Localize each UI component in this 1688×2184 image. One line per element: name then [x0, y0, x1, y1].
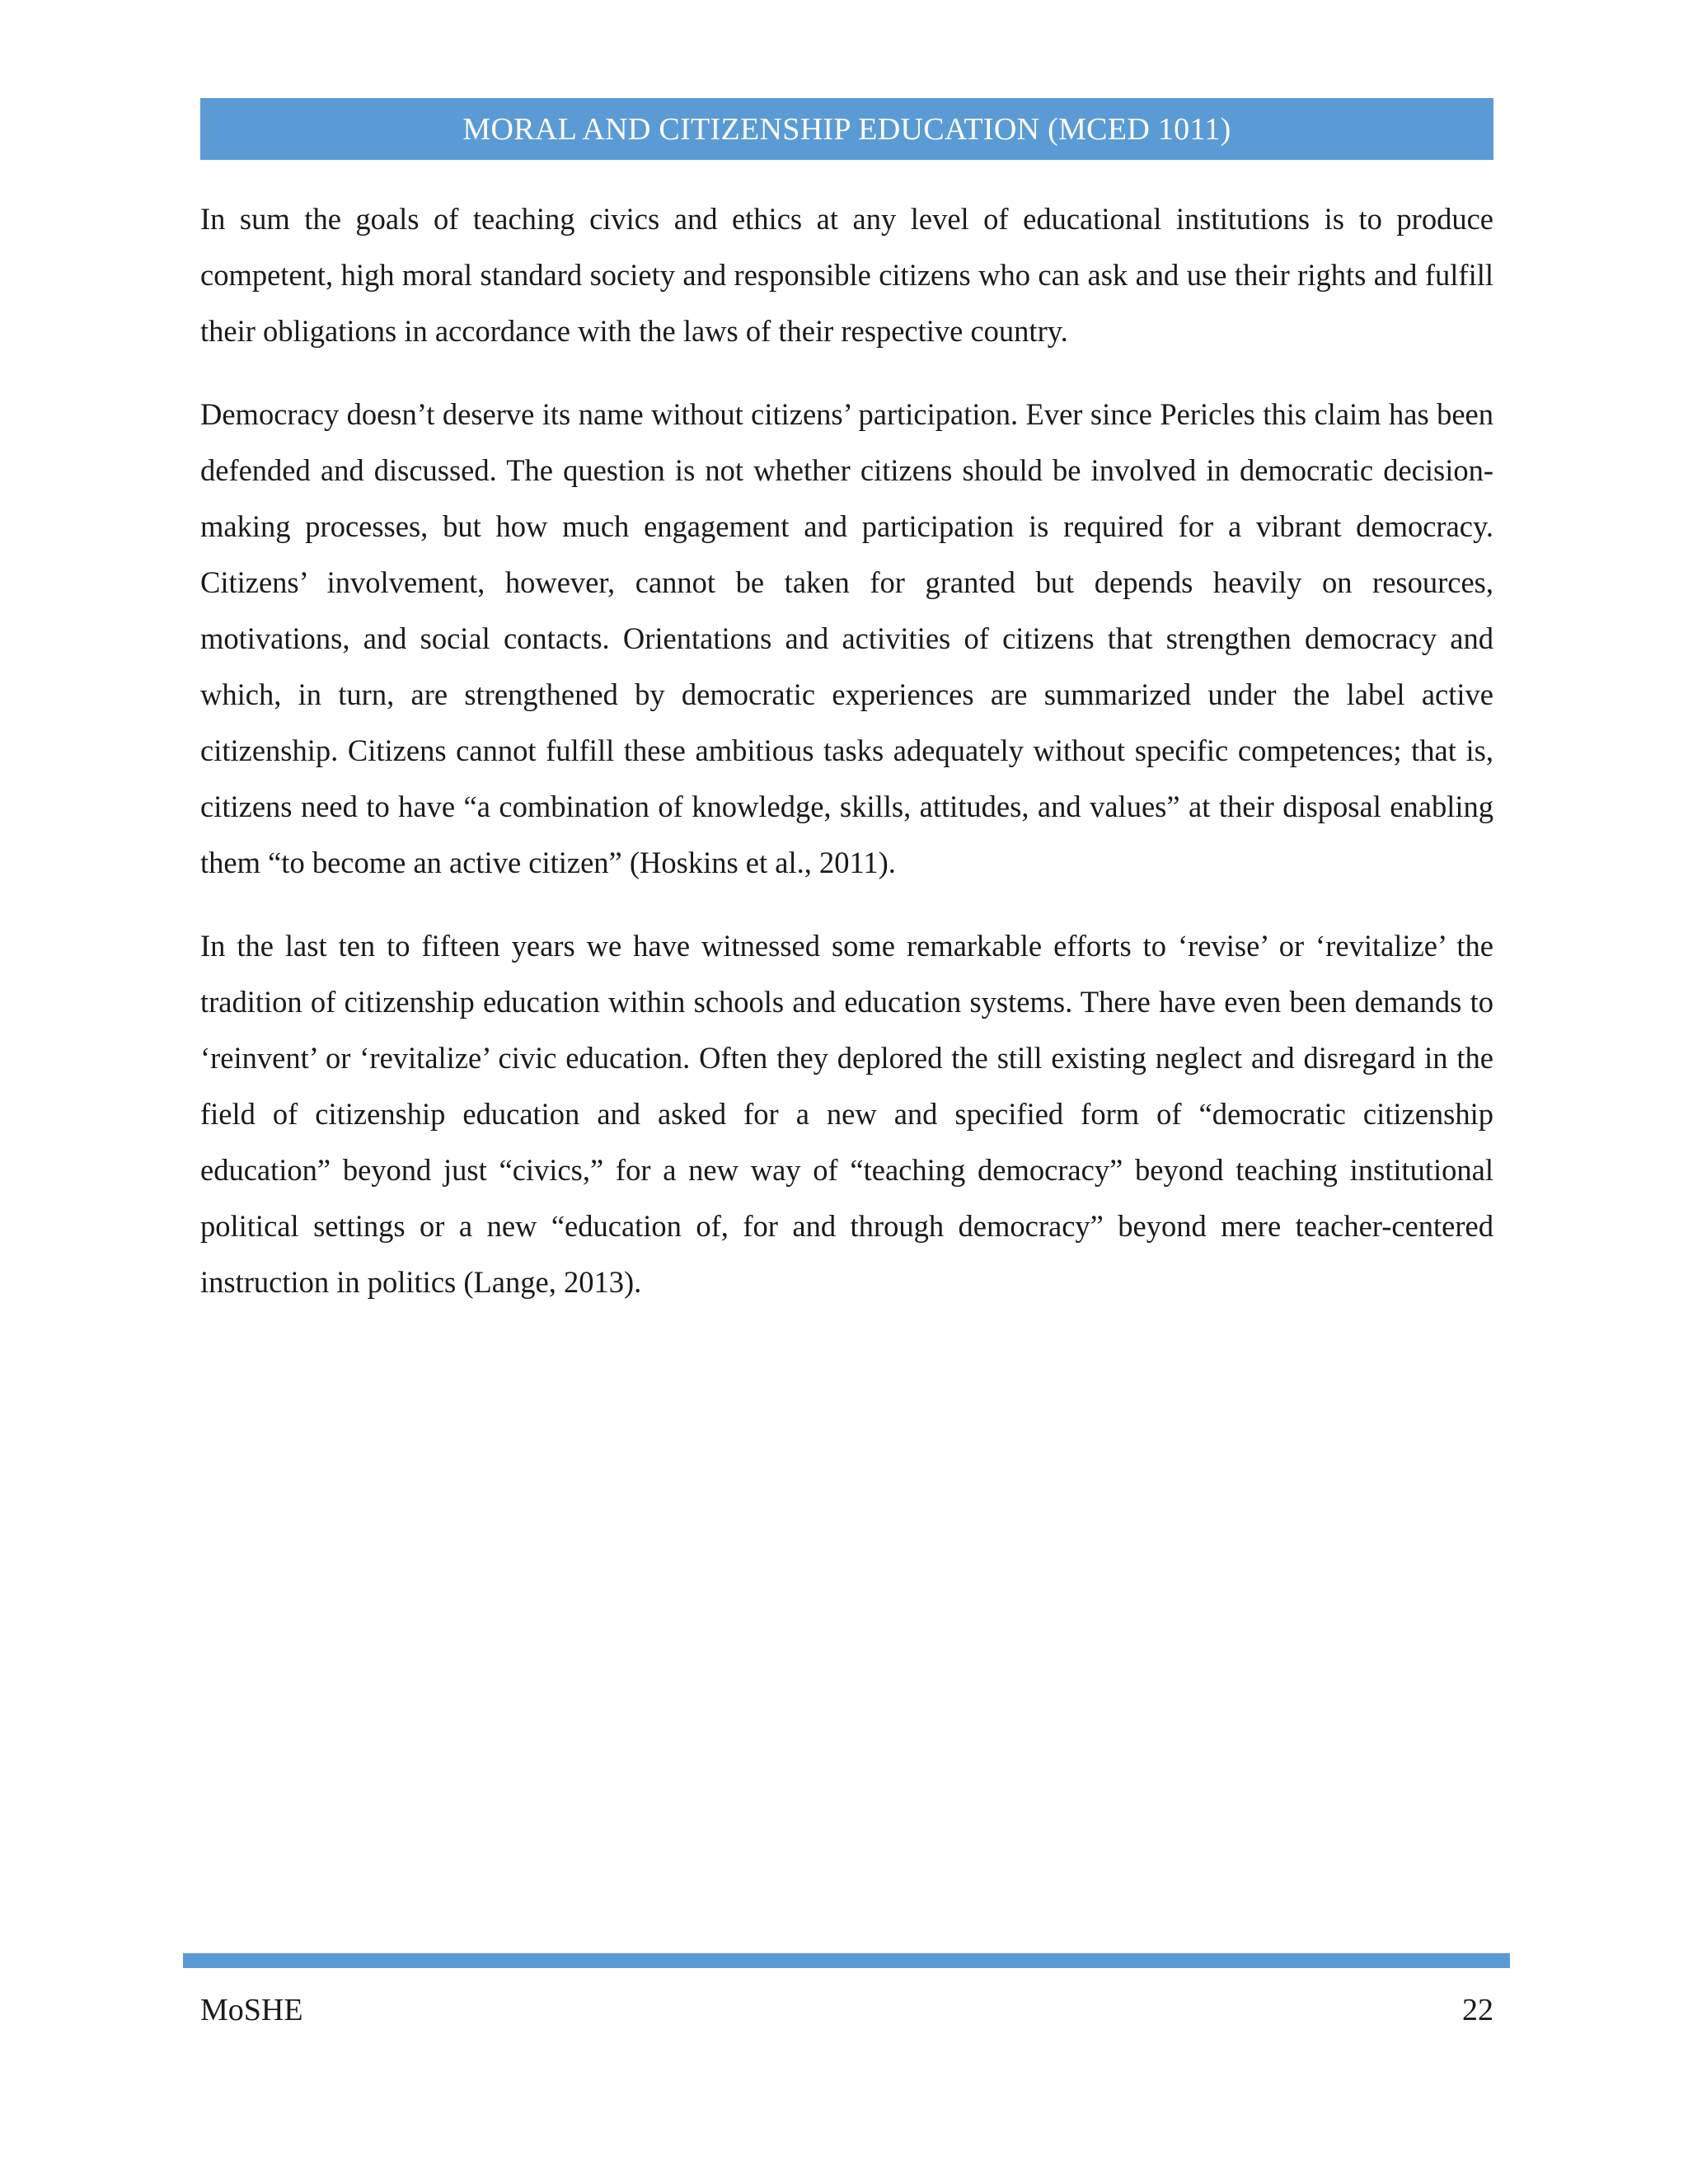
paragraph-democracy: Democracy doesn’t deserve its name without citizens’ participation. Ever since Pericles this claim has been defended and discussed. The question is not whether citizens should be involved in democratic decision-making processes, but how much engagement and participation is required for a vibrant democracy. Citizens’ involvement, however, cannot be taken for granted but depends heavily on resources, motivations, and social contacts. Orientations and activities of citizens that strengthen democracy and which, in turn, are strengthened by democratic experiences are summarized under the label active citizenship. Citizens cannot fulfill these ambitious tasks adequately without specific competences; that is, citizens need to have “a combination of knowledge, skills, attitudes, and values” at their disposal enabling them “to become an active citizen” (Hoskins et al., 2011).	[200, 397, 1493, 879]
page-header-title: MORAL AND CITIZENSHIP EDUCATION (MCED 1011)	[462, 111, 1231, 147]
paragraph-goals: In sum the goals of teaching civics and ethics at any level of educational institutions is to produce competent, high moral standard society and responsible citizens who can ask and use their rights and fulfill their obligations in accordance with the laws of their respective country.	[200, 202, 1493, 348]
body-content	[200, 191, 1493, 1338]
footer-divider	[183, 1953, 1510, 1968]
header-banner	[200, 98, 1493, 160]
page-number: 22	[1462, 1993, 1493, 2027]
footer-publisher: MoSHE	[200, 1993, 303, 2027]
paragraph-citizenship-education: In the last ten to fifteen years we have witnessed some remarkable efforts to ‘revise’ or ‘revitalize’ the tradition of citizenship education within schools and education systems. There have even been demands to ‘reinvent’ or ‘revitalize’ civic education. Often they deplored the still existing neglect and disregard in the field of citizenship education and asked for a new and specified form of “democratic citizenship education” beyond just “civics,” for a new way of “teaching democracy” beyond teaching institutional political settings or a new “education of, for and through democracy” beyond mere teacher-centered instruction in politics (Lange, 2013).	[200, 929, 1493, 1299]
